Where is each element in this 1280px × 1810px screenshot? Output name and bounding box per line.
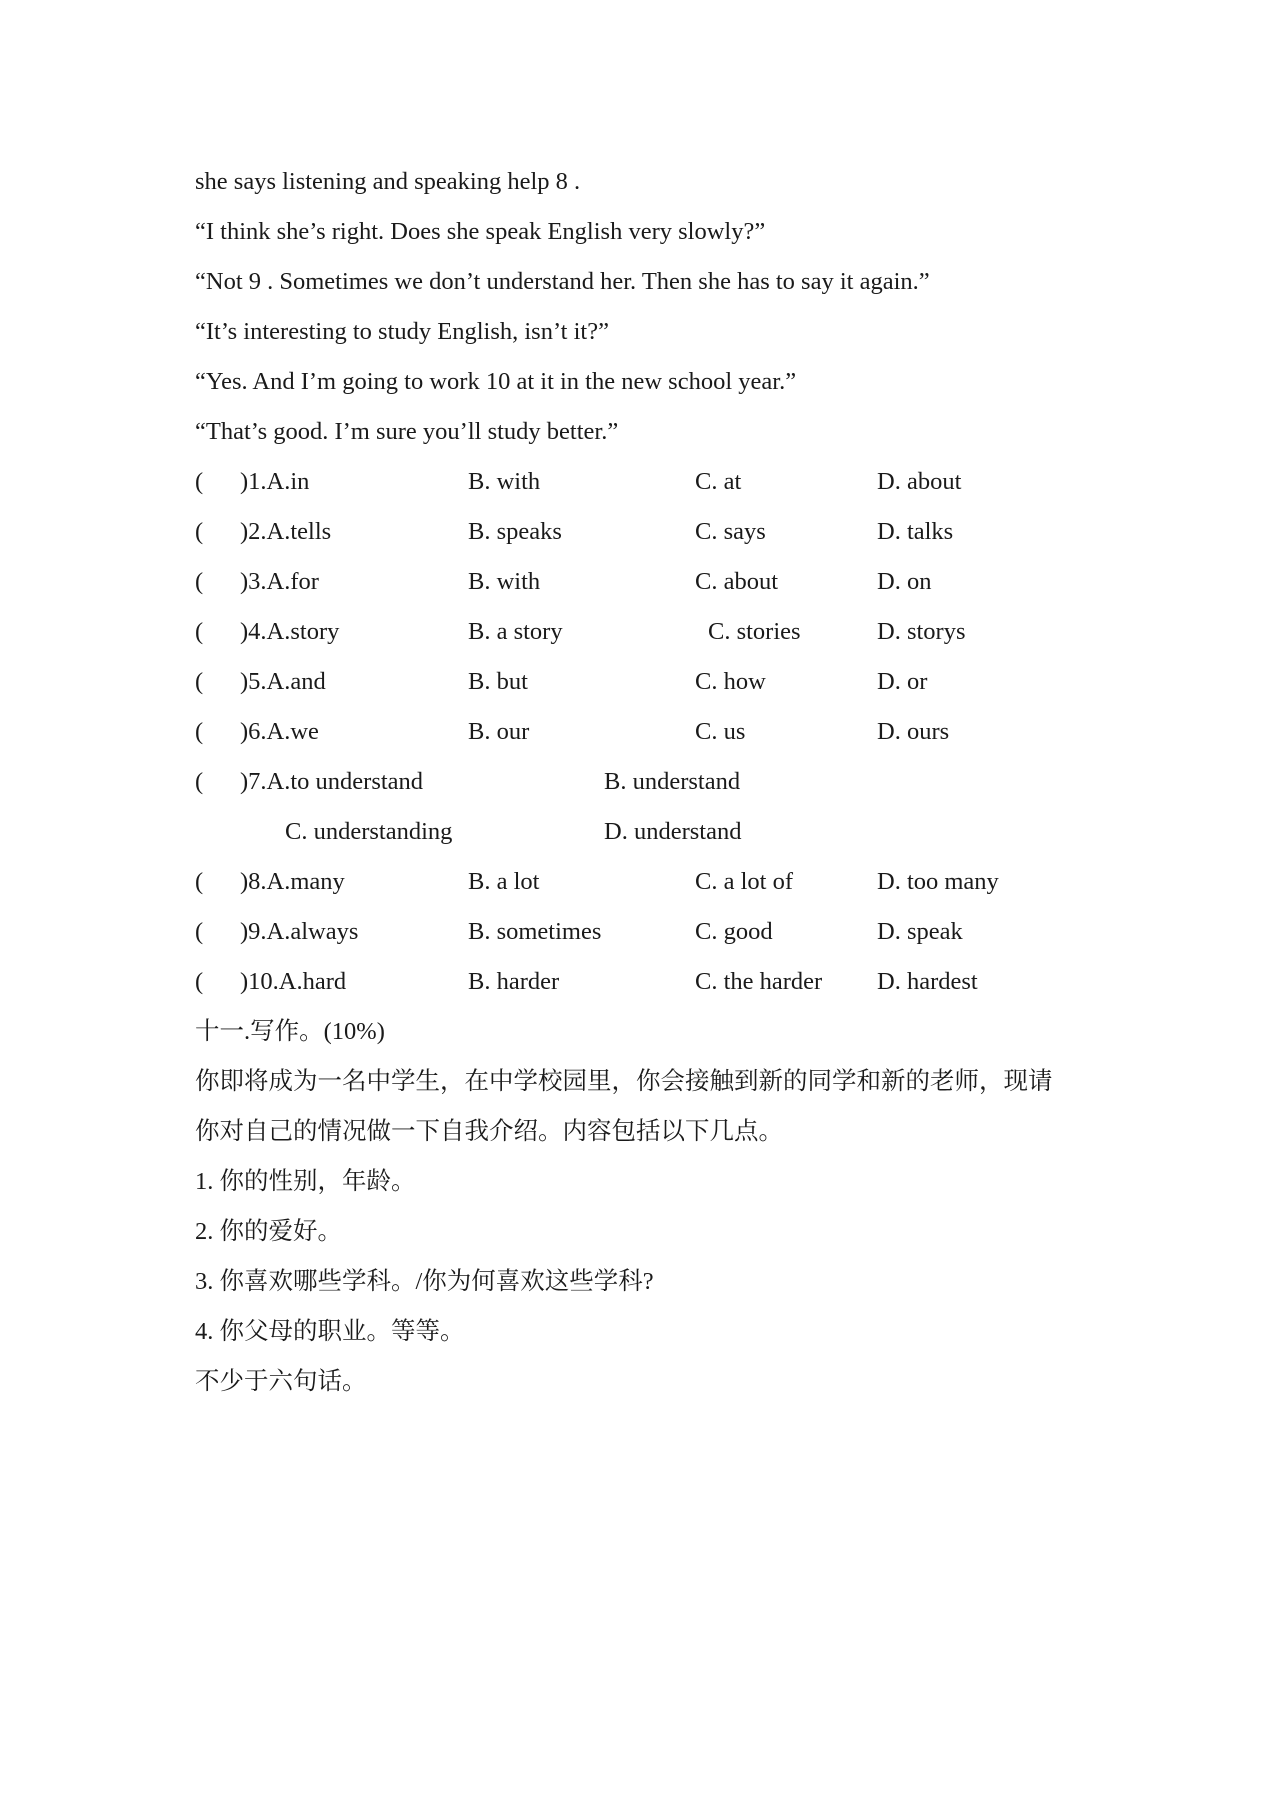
option-b: B. with — [468, 568, 541, 595]
option-c: C. good — [695, 918, 773, 945]
option-a: )3.A.for — [240, 568, 319, 595]
writing-intro: 你对自己的情况做一下自我介绍。内容包括以下几点。 — [195, 1118, 783, 1145]
question-row — [0, 917, 1280, 947]
passage-line: “It’s interesting to study English, isn’t it?” — [195, 318, 609, 345]
question-row — [0, 717, 1280, 747]
writing-point: 1. 你的性别，年龄。 — [195, 1168, 416, 1195]
answer-blank: ( — [195, 618, 204, 645]
question-row — [0, 617, 1280, 647]
answer-blank: ( — [195, 718, 204, 745]
section-heading: 十一.写作。(10%) — [195, 1018, 385, 1045]
question-row — [0, 767, 1280, 797]
option-a: )2.A.tells — [240, 518, 332, 545]
passage-line: “I think she’s right. Does she speak English very slowly?” — [195, 218, 766, 245]
option-a: )4.A.story — [240, 618, 340, 645]
option-b: B. a story — [468, 618, 563, 645]
answer-blank: ( — [195, 868, 204, 895]
answer-blank: ( — [195, 918, 204, 945]
option-d: D. talks — [877, 518, 954, 545]
question-row — [0, 867, 1280, 897]
option-b: B. harder — [468, 968, 560, 995]
writing-point: 4. 你父母的职业。等等。 — [195, 1318, 465, 1345]
option-b: B. speaks — [468, 518, 562, 545]
option-c: C. says — [695, 518, 766, 545]
option-c: C. about — [695, 568, 779, 595]
option-d: D. too many — [877, 868, 999, 895]
question-row — [0, 517, 1280, 547]
option-b: B. our — [468, 718, 530, 745]
answer-blank: ( — [195, 968, 204, 995]
option-a: )7.A.to understand — [240, 768, 424, 795]
answer-blank: ( — [195, 468, 204, 495]
option-d: D. about — [877, 468, 962, 495]
option-d: D. understand — [604, 818, 742, 845]
option-b: B. a lot — [468, 868, 540, 895]
option-d: D. or — [877, 668, 928, 695]
option-d: D. ours — [877, 718, 950, 745]
option-a: )8.A.many — [240, 868, 345, 895]
writing-intro: 你即将成为一名中学生，在中学校园里，你会接触到新的同学和新的老师，现请 — [195, 1068, 1053, 1095]
option-d: D. on — [877, 568, 932, 595]
question-row — [0, 567, 1280, 597]
answer-blank: ( — [195, 768, 204, 795]
option-c: C. a lot of — [695, 868, 793, 895]
option-b: B. but — [468, 668, 528, 695]
answer-blank: ( — [195, 568, 204, 595]
option-a: )5.A.and — [240, 668, 326, 695]
option-a: )9.A.always — [240, 918, 359, 945]
option-c: C. how — [695, 668, 766, 695]
passage-line: “Yes. And I’m going to work 10 at it in the new school year.” — [195, 368, 797, 395]
passage-line: “Not 9 . Sometimes we don’t understand her. Then she has to say it again.” — [195, 268, 930, 295]
option-d: D. hardest — [877, 968, 978, 995]
question-row — [0, 967, 1280, 997]
option-c: C. understanding — [285, 818, 453, 845]
question-row-continued — [0, 817, 1280, 847]
question-row — [0, 667, 1280, 697]
writing-point: 2. 你的爱好。 — [195, 1218, 342, 1245]
question-row — [0, 467, 1280, 497]
option-c: C. at — [695, 468, 742, 495]
option-b: B. with — [468, 468, 541, 495]
writing-requirement: 不少于六句话。 — [195, 1368, 367, 1395]
option-b: B. understand — [604, 768, 741, 795]
option-c: C. stories — [708, 618, 801, 645]
option-d: D. speak — [877, 918, 963, 945]
option-d: D. storys — [877, 618, 966, 645]
option-a: )6.A.we — [240, 718, 319, 745]
writing-point: 3. 你喜欢哪些学科。/你为何喜欢这些学科? — [195, 1268, 654, 1295]
answer-blank: ( — [195, 518, 204, 545]
passage-line: “That’s good. I’m sure you’ll study better.” — [195, 418, 619, 445]
option-a: )10.A.hard — [240, 968, 347, 995]
option-b: B. sometimes — [468, 918, 602, 945]
option-c: C. the harder — [695, 968, 823, 995]
passage-line: she says listening and speaking help 8 . — [195, 168, 581, 195]
option-a: )1.A.in — [240, 468, 310, 495]
answer-blank: ( — [195, 668, 204, 695]
option-c: C. us — [695, 718, 746, 745]
